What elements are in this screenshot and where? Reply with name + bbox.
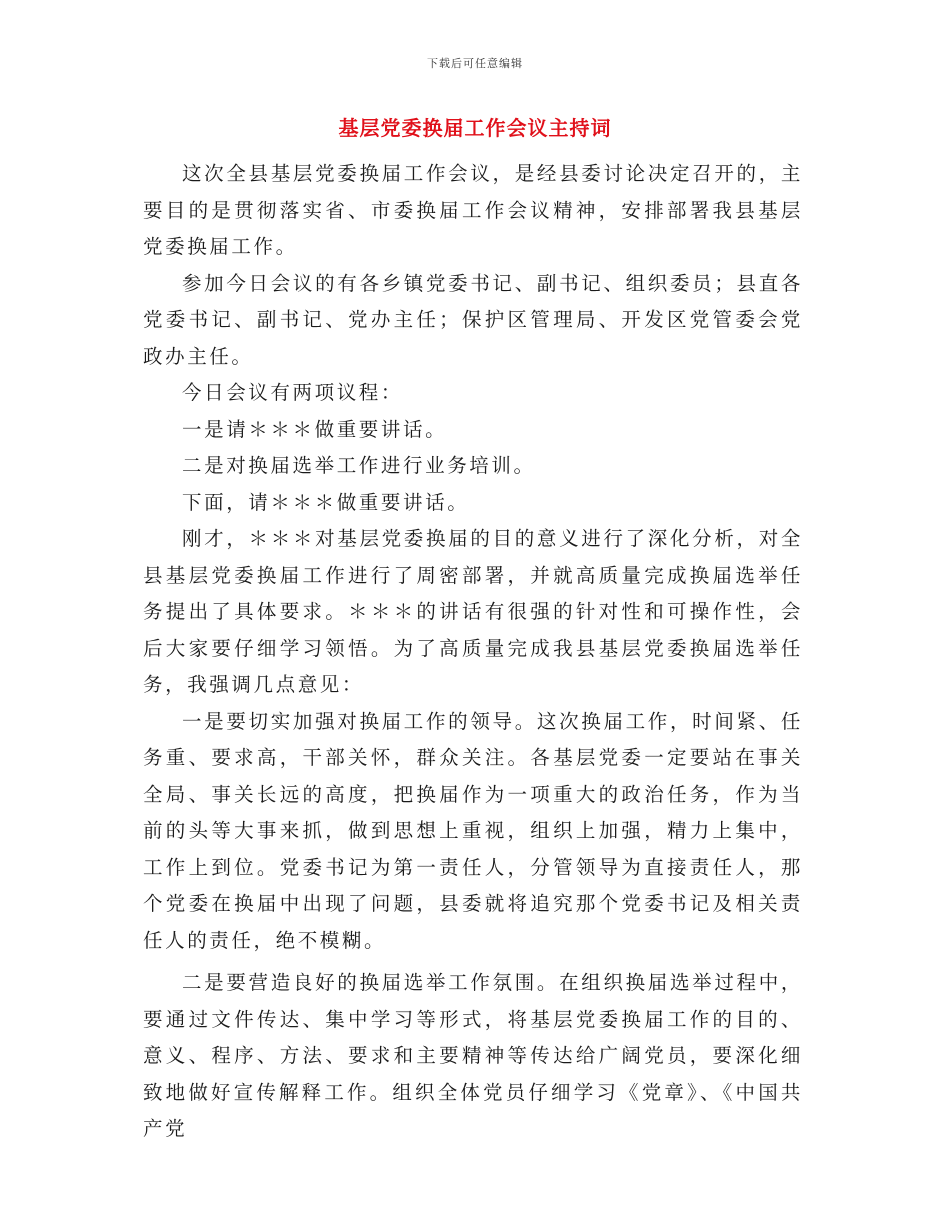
page-header-note: 下载后可任意编辑	[427, 57, 523, 70]
paragraph-agenda-item-2: 二是对换届选举工作进行业务培训。	[182, 454, 536, 477]
paragraph-invite-speech: 下面，请＊＊＊做重要讲话。	[182, 490, 470, 514]
paragraph-point-1: 一是要切实加强对换届工作的领导。这次换届工作，时间紧、任务重、要求高，干部关怀，群众关注。各基层党委一定要站在事关全局、事关长远的高度，把换届作为一项重大的政治任务，作为当前的头等大事来抓，做到思想上重视，组织上加强，精力上集中，工作上到位。党委书记为第一责任人，分管领导为直接责任人，那个党委在换届中出现了问题，县委就将追究那个党委书记及相关责任人的责任，绝不模糊。	[143, 709, 803, 952]
paragraph-point-2: 二是要营造良好的换届选举工作氛围。在组织换届选举过程中，要通过文件传达、集中学习等形式，将基层党委换届工作的目的、意义、程序、方法、要求和主要精神等传达给广阔党员，要深化细致地做好宣传解释工作。组织全体党员仔细学习《党章》、《中国共产党	[143, 971, 803, 1140]
paragraph-agenda-item-1: 一是请＊＊＊做重要讲话。	[182, 417, 448, 441]
paragraph-intro: 这次全县基层党委换届工作会议，是经县委讨论决定召开的，主要目的是贯彻落实省、市委换届工作会议精神，安排部署我县基层党委换届工作。	[143, 162, 803, 258]
document-title: 基层党委换届工作会议主持词	[338, 116, 612, 140]
document-body	[143, 156, 803, 1148]
paragraph-agenda: 今日会议有两项议程：	[182, 381, 404, 404]
paragraph-summary: 刚才，＊＊＊对基层党委换届的目的意义进行了深化分析，对全县基层党委换届工作进行了周密部署，并就高质量完成换届选举任务提出了具体要求。＊＊＊的讲话有很强的针对性和可操作性，会后大家要仔细学习领悟。为了高质量完成我县基层党委换届选举任务，我强调几点意见：	[143, 527, 803, 696]
paragraph-attendees: 参加今日会议的有各乡镇党委书记、副书记、组织委员；县直各党委书记、副书记、党办主任；保护区管理局、开发区党管委会党政办主任。	[143, 271, 803, 368]
